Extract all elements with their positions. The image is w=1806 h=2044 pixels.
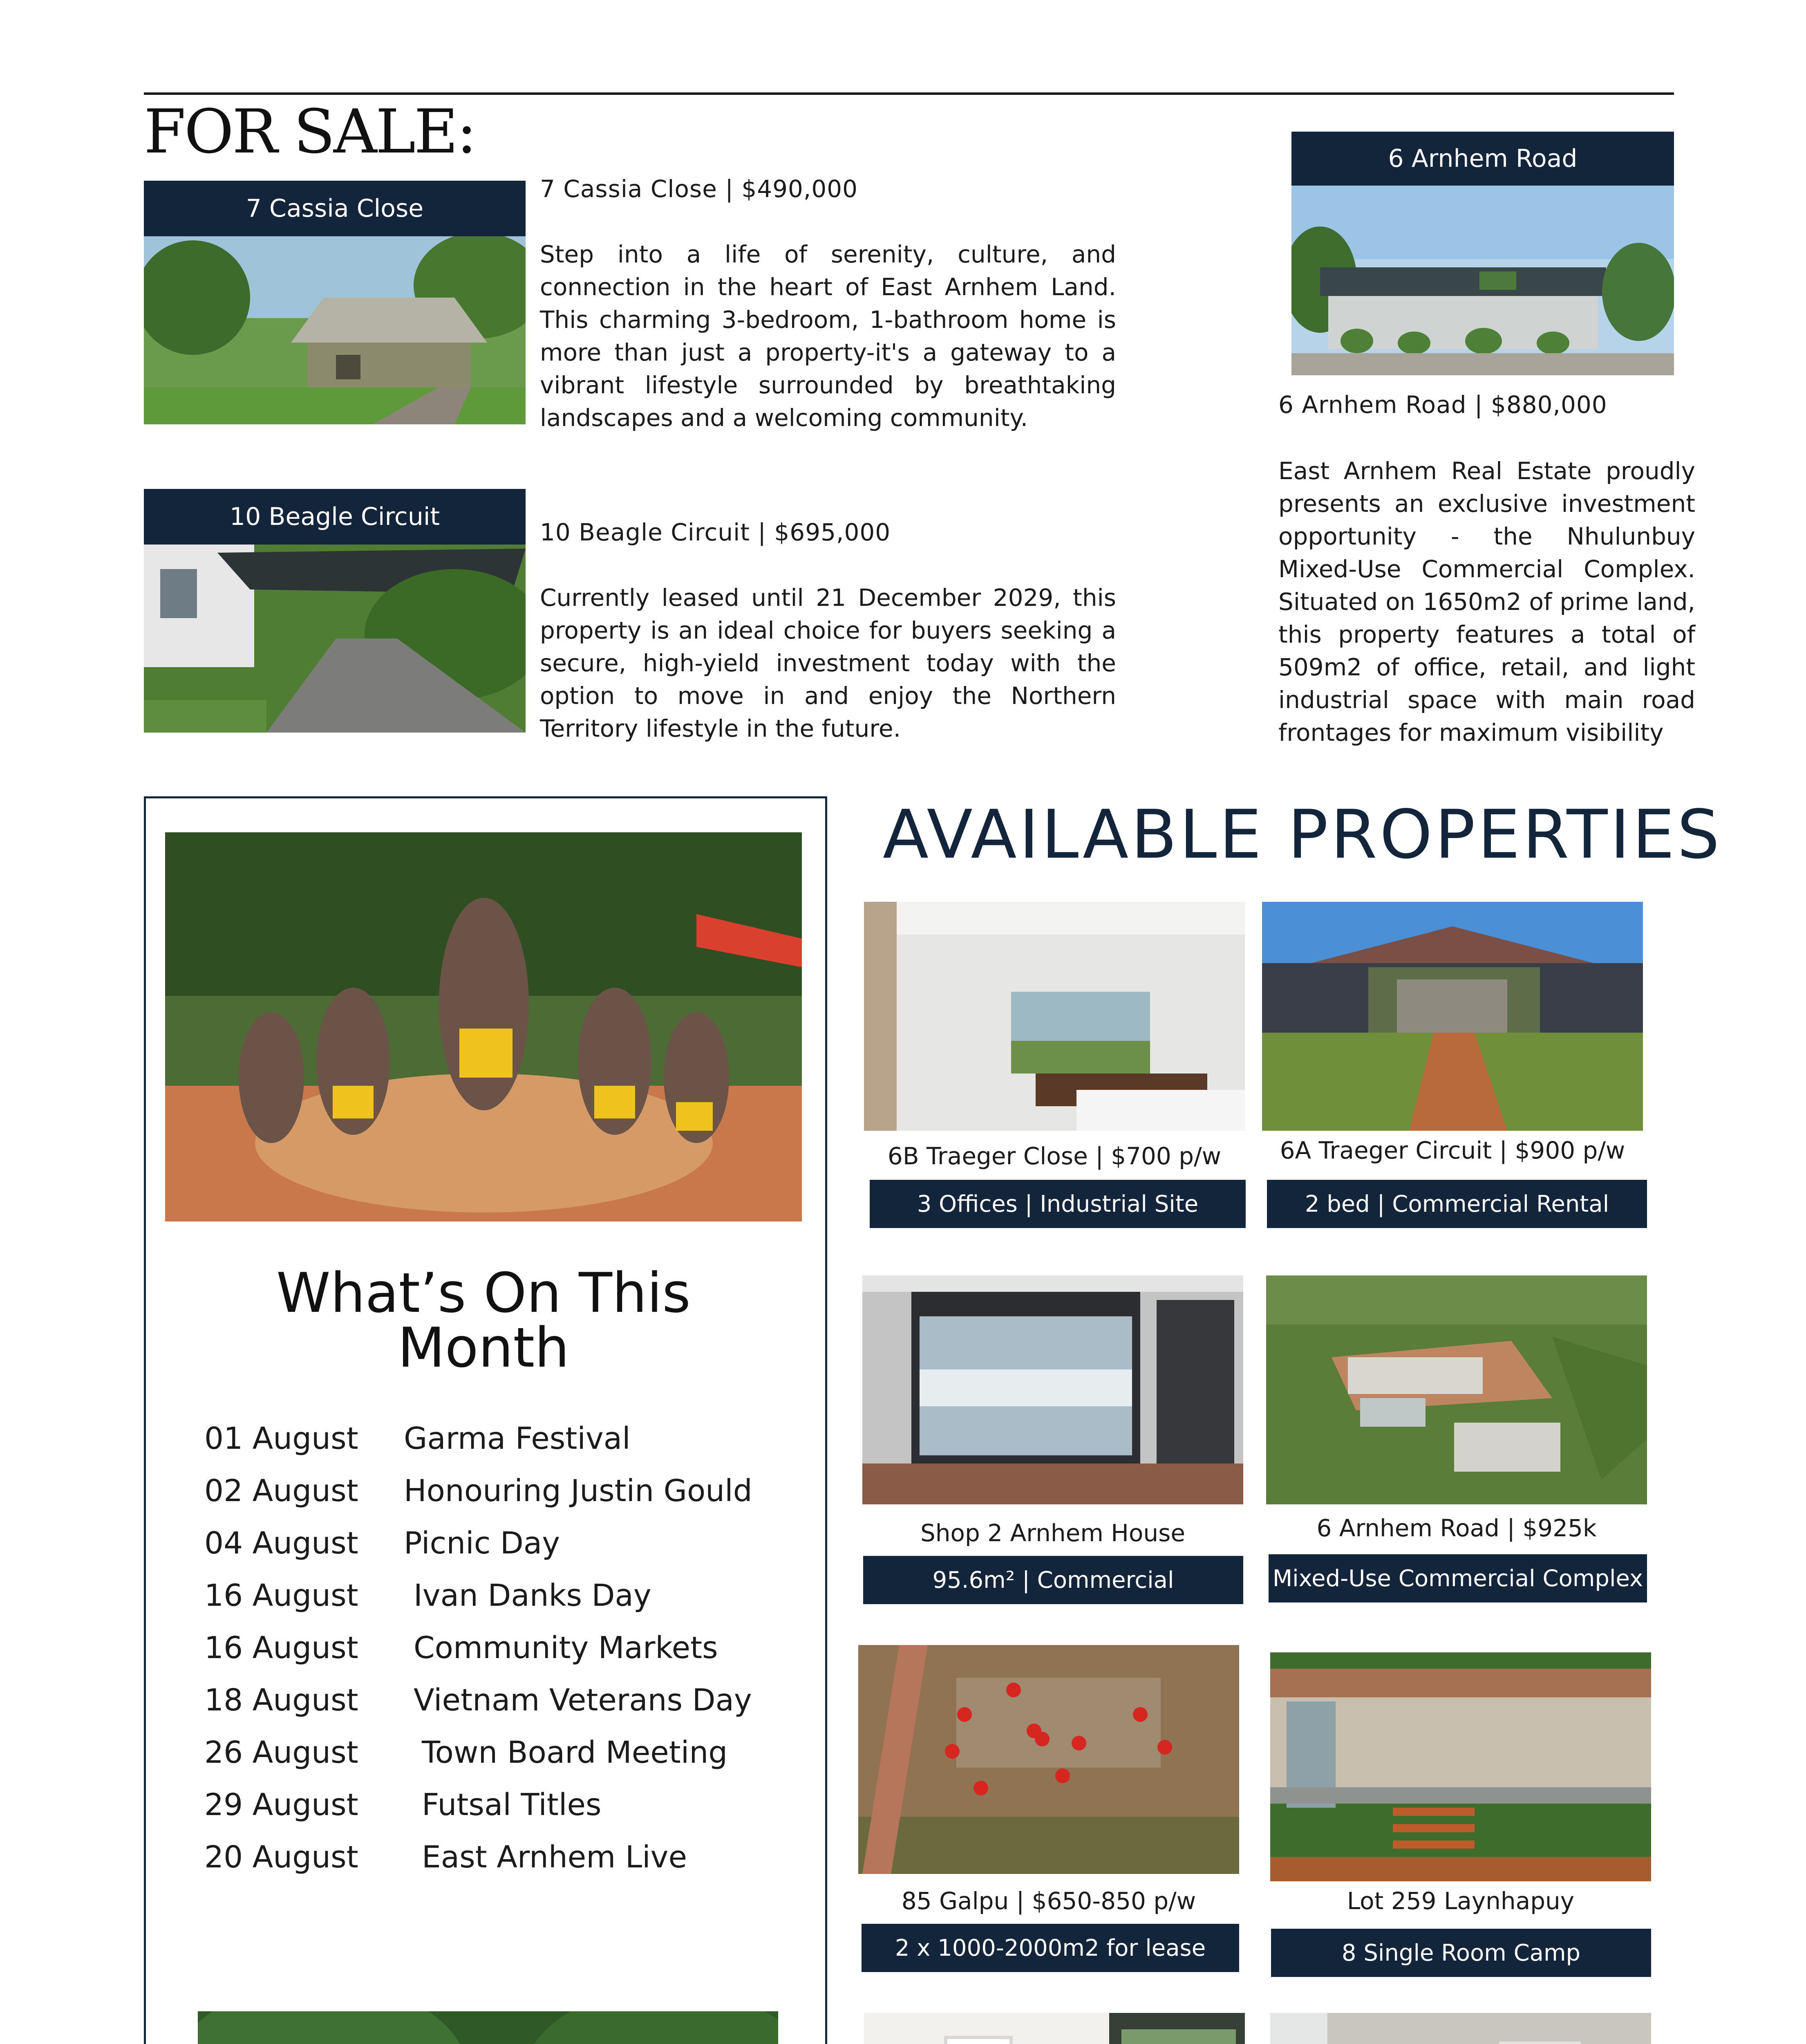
- property-tag-6-arnhem: Mixed-Use Commercial Complex: [1269, 1554, 1647, 1602]
- listing-label-cassia[interactable]: 7 Cassia Close: [144, 181, 526, 236]
- property-title-6a-traeger: 6A Traeger Circuit | $900 p/w: [1280, 1136, 1625, 1164]
- event-name: Community Markets: [414, 1630, 718, 1665]
- property-photo-85-galpu[interactable]: [858, 1645, 1239, 1874]
- property-tag-shop2: 95.6m² | Commercial: [863, 1556, 1243, 1604]
- property-tag-85-galpu: 2 x 1000-2000m2 for lease: [862, 1924, 1239, 1972]
- whats-on-heading-line1: What’s On This: [276, 1261, 691, 1325]
- property-tag-6a-traeger: 2 bed | Commercial Rental: [1267, 1180, 1647, 1228]
- property-photo-wallaby-beach[interactable]: [1270, 2013, 1651, 2044]
- event-name: East Arnhem Live: [422, 1840, 687, 1875]
- event-date: 16 August: [204, 1578, 358, 1613]
- garma-dancers-photo: [165, 832, 802, 1221]
- property-tag-6b-traeger: 3 Offices | Industrial Site: [870, 1180, 1246, 1228]
- property-title-85-galpu: 85 Galpu | $650-850 p/w: [901, 1887, 1196, 1915]
- event-date: 01 August: [204, 1421, 358, 1456]
- property-title-6-arnhem: 6 Arnhem Road | $925k: [1316, 1514, 1597, 1542]
- for-sale-title: FOR SALE:: [144, 96, 475, 167]
- event-date: 26 August: [204, 1735, 358, 1770]
- arnhem-road-photo[interactable]: [1291, 186, 1674, 375]
- listing-title-cassia: 7 Cassia Close | $490,000: [540, 175, 858, 203]
- event-name: Garma Festival: [404, 1421, 631, 1456]
- listing-title-beagle: 10 Beagle Circuit | $695,000: [540, 518, 891, 546]
- beagle-circuit-photo[interactable]: [144, 545, 526, 733]
- listing-desc-arnhem: East Arnhem Real Estate proudly presents an exclusive investment opportunity - the Nhulunbuy Mixed-Use Commercial Complex. Situated on 1650m2 of prime land, this property features a total of 509m2 of office, retail, and light industrial space with main road frontages for maximum visibility: [1278, 457, 1695, 746]
- event-date: 04 August: [204, 1526, 358, 1561]
- whats-on-heading: [165, 1261, 802, 1380]
- property-photo-6-arnhem[interactable]: [1266, 1275, 1647, 1504]
- team-photo: [198, 2011, 778, 2044]
- whats-on-heading-line2: Month: [398, 1316, 569, 1380]
- event-name: Town Board Meeting: [422, 1735, 728, 1770]
- event-date: 29 August: [204, 1787, 358, 1822]
- event-name: Vietnam Veterans Day: [414, 1683, 752, 1718]
- property-photo-6a-traeger[interactable]: [1262, 902, 1643, 1131]
- listing-desc-beagle: Currently leased until 21 December 2029, this property is an ideal choice for buyers seeking a secure, high-yield investment today with the option to move in and enjoy the Northern Territory lifestyle in the future.: [540, 584, 1116, 742]
- event-date: 20 August: [204, 1840, 358, 1875]
- listing-desc-cassia: Step into a life of serenity, culture, and connection in the heart of East Arnhem Land. This charming 3-bedroom, 1-bathroom home is more than just a property-it's a gateway to a vibrant lifestyle surrounded by breathtaking landscapes and a welcoming community.: [540, 240, 1116, 432]
- top-rule: [144, 92, 1674, 95]
- property-title-6b-traeger: 6B Traeger Close | $700 p/w: [887, 1142, 1222, 1170]
- property-photo-6b-traeger[interactable]: [864, 902, 1245, 1131]
- event-name: Ivan Danks Day: [414, 1578, 651, 1613]
- event-date: 16 August: [204, 1630, 358, 1665]
- listing-label-beagle[interactable]: 10 Beagle Circuit: [144, 489, 526, 545]
- property-tag-lot-259: 8 Single Room Camp: [1271, 1929, 1651, 1977]
- available-heading: AVAILABLE PROPERTIES: [883, 796, 1722, 874]
- listing-label-arnhem[interactable]: 6 Arnhem Road: [1291, 132, 1674, 186]
- property-photo-shop2[interactable]: [862, 1275, 1243, 1504]
- cassia-close-photo[interactable]: [144, 236, 526, 424]
- listing-title-arnhem: 6 Arnhem Road | $880,000: [1278, 391, 1607, 419]
- property-title-lot-259: Lot 259 Laynhapuy: [1347, 1887, 1575, 1915]
- event-name: Futsal Titles: [422, 1787, 602, 1822]
- property-title-shop2: Shop 2 Arnhem House: [920, 1519, 1186, 1547]
- event-name: Honouring Justin Gould: [404, 1473, 752, 1508]
- event-name: Picnic Day: [404, 1526, 560, 1561]
- event-date: 18 August: [204, 1683, 358, 1718]
- property-photo-lot-259[interactable]: [1270, 1652, 1651, 1881]
- property-photo-yanawal[interactable]: [864, 2013, 1245, 2044]
- event-date: 02 August: [204, 1473, 358, 1508]
